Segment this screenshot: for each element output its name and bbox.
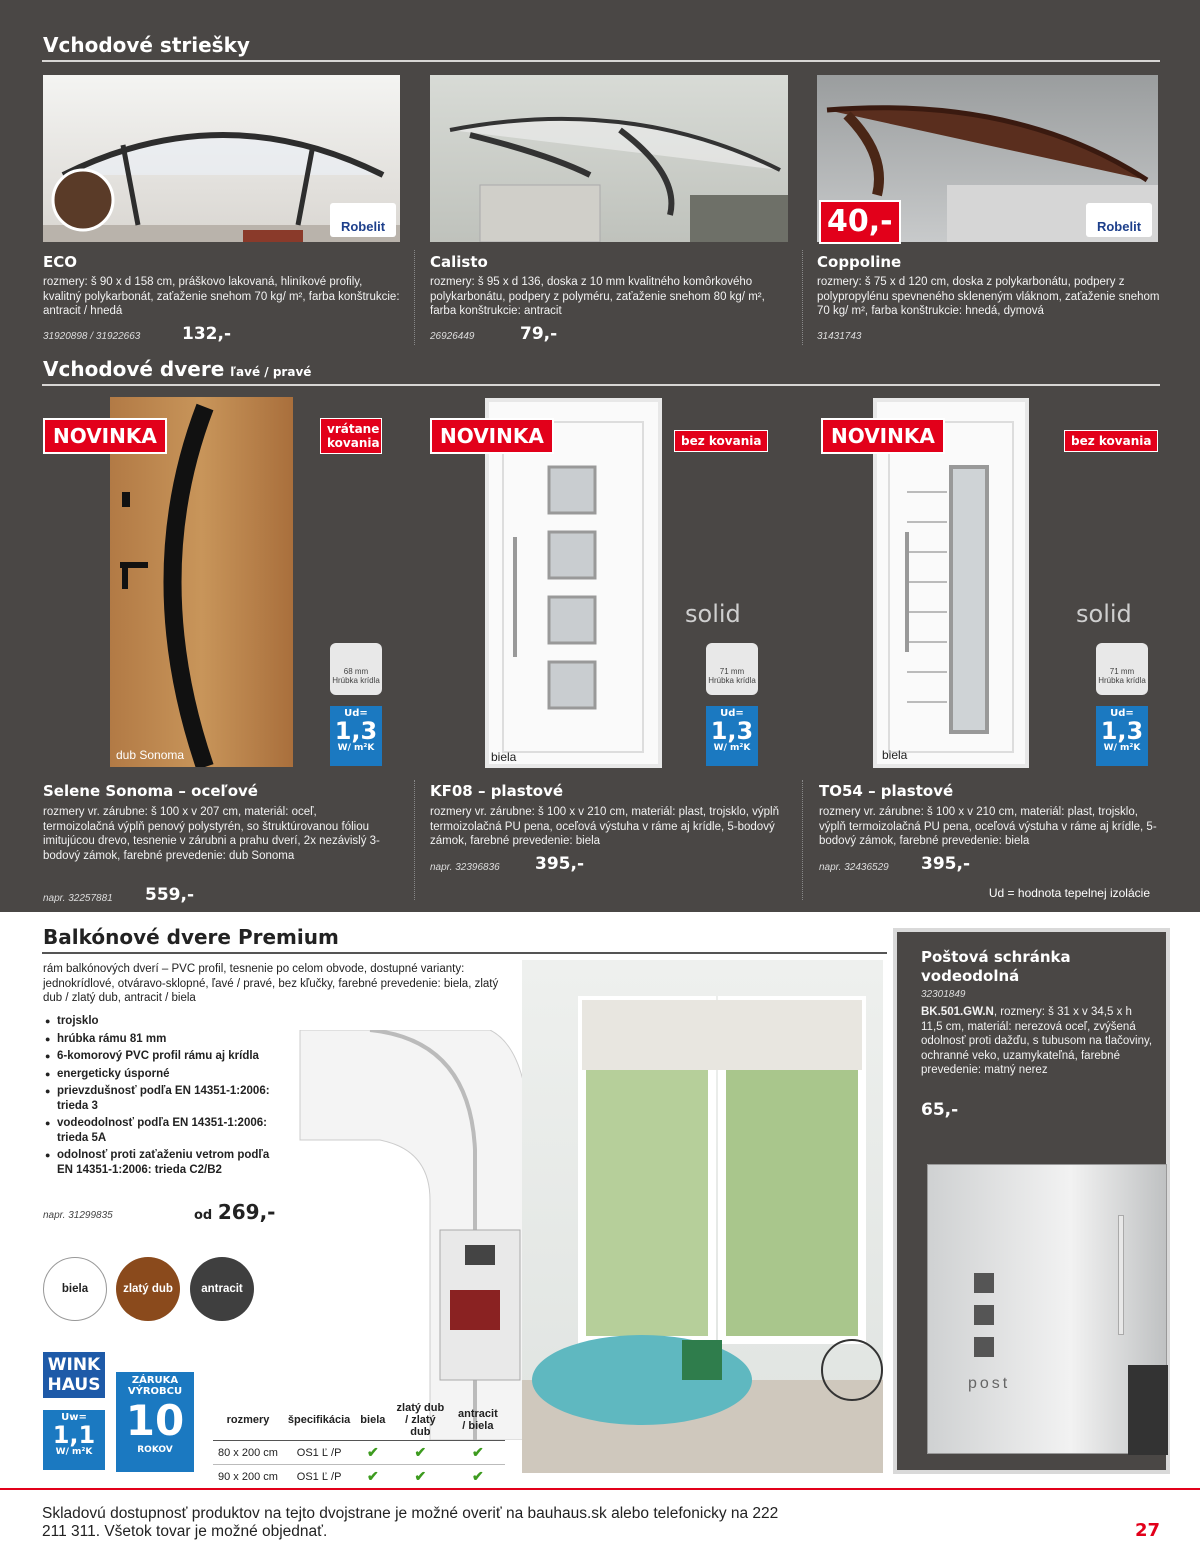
balcony-title: Balkónové dvere Premium (43, 925, 339, 949)
divider (802, 250, 803, 345)
divider (42, 60, 1160, 62)
page-number: 27 (1134, 1520, 1160, 1541)
product-price: 395,- (535, 854, 584, 874)
spec-table (213, 1400, 505, 1489)
product-name: Coppoline (817, 253, 902, 271)
swatch-white: biela (43, 1257, 107, 1321)
table-header: rozmery (213, 1400, 283, 1441)
feature-item: ● hrúbka rámu 81 mm (45, 1032, 285, 1047)
feature-item: ● trojsklo (45, 1014, 285, 1029)
novinka-badge: NOVINKA (430, 418, 554, 454)
color-label: biela (491, 750, 517, 764)
product-code: 26926449 (430, 331, 475, 342)
product-desc: rozmery vr. zárubne: š 100 x v 207 cm, materiál: oceľ, termoizolačná výplň penový polystyrén, so štruktúrovanou fóliou imitujúcou drevo, tesnenie v zárubni a prahu dverí, 2x nezávislý 3-bodový zámok, farebné prevedenie: dub Sonoma (43, 806, 380, 862)
product-desc: rozmery vr. zárubne: š 100 x v 210 cm, materiál: plast, trojsklo, výplň termoizolačná PU pena, oceľová výstuha v ráme aj krídle, 5-bodový zámok, farebné prevedenie: biela (819, 806, 1157, 847)
u-value-badge: Ud= 1,3 W/ m²K (706, 706, 758, 766)
product-desc: rozmery: š 90 x d 158 cm, práškovo lakovaná, hliníkové profily, kvalitný polykarbonát, zaťaženie snehom 70 kg/ m², farba konštrukcie: antracit / hnedá (43, 276, 400, 317)
product-code: 31431743 (817, 331, 862, 342)
thickness-icon: 71 mm Hrúbka krídla (1096, 643, 1148, 695)
mailbox-price: 65,- (921, 1100, 959, 1120)
feature-item: ● energeticky úsporné (45, 1067, 285, 1082)
feature-item: ● odolnosť proti zaťaženiu vetrom podľa EN 14351-1:2006: trieda C2/B2 (45, 1148, 285, 1177)
u-value-badge: Ud= 1,3 W/ m²K (330, 706, 382, 766)
product-price: 79,- (520, 324, 558, 344)
engraving: post (968, 1375, 1011, 1392)
footer-text: Skladovú dostupnosť produktov na tejto dvojstrane je možné overiť na bauhaus.sk alebo telefonicky na 222 211 311. Všetok tovar je možné objednať. (42, 1505, 779, 1540)
mailbox-image (927, 1164, 1167, 1454)
hardware-tag: bez kovania (1064, 430, 1158, 452)
product-code: napr. 32436529 (819, 862, 889, 873)
mailbox-panel (893, 928, 1170, 1474)
product-name: Calisto (430, 253, 488, 271)
swatch-anthracite: antracit (190, 1257, 254, 1321)
table-row: 90 x 200 cm OS1 Ľ /P ✔ ✔ ✔ (213, 1465, 505, 1489)
table-header: zlatý dub / zlatý dub (390, 1400, 450, 1441)
novinka-badge: NOVINKA (821, 418, 945, 454)
product-code: napr. 31299835 (43, 1210, 113, 1221)
doors-subtitle: ľavé / pravé (230, 365, 312, 379)
thickness-icon: 71 mm Hrúbka krídla (706, 643, 758, 695)
color-label: biela (882, 748, 908, 762)
thickness-icon: 68 mm Hrúbka krídla (330, 643, 382, 695)
product-name: TO54 – plastové (819, 782, 954, 800)
doors-title: Vchodové dvere ľavé / pravé (43, 357, 312, 381)
solid-logo: solid (685, 600, 741, 628)
divider (414, 780, 415, 900)
price-badge: 40,- (819, 200, 901, 244)
product-price: 132,- (182, 324, 231, 344)
u-value-badge: Uw= 1,1 W/ m²K (43, 1410, 105, 1470)
feature-item: ● vodeodolnosť podľa EN 14351-1:2006: trieda 5A (45, 1116, 285, 1145)
balcony-room-image (522, 960, 883, 1473)
u-value-badge: Ud= 1,3 W/ m²K (1096, 706, 1148, 766)
product-code: 32301849 (921, 989, 966, 1000)
winkhaus-logo: WINK HAUS (43, 1352, 105, 1398)
product-code: 31920898 / 31922663 (43, 331, 141, 342)
product-name: KF08 – plastové (430, 782, 564, 800)
canopies-title: Vchodové striešky (43, 33, 250, 57)
table-header: špecifikácia (283, 1400, 355, 1441)
robelit-logo: Robelit (330, 203, 396, 237)
feature-list (45, 1014, 285, 1180)
swatch-golden-oak: zlatý dub (116, 1257, 180, 1321)
product-price: 395,- (921, 854, 970, 874)
balcony-price: od 269,- (194, 1200, 276, 1224)
frame-profile-image (290, 1030, 530, 1440)
table-row: 80 x 200 cm OS1 Ľ /P ✔ ✔ ✔ (213, 1441, 505, 1465)
product-name: Selene Sonoma – oceľové (43, 782, 258, 800)
feature-item: ● prievzdušnosť podľa EN 14351-1:2006: trieda 3 (45, 1084, 285, 1113)
hardware-tag: vrátane kovania (320, 418, 382, 454)
footer-rule (0, 1488, 1200, 1490)
canopy-calisto-image (430, 75, 788, 242)
divider (802, 780, 803, 900)
table-header: antracit / biela (450, 1400, 505, 1441)
u-value-footnote: Ud = hodnota tepelnej izolácie (988, 886, 1150, 900)
divider (42, 384, 1160, 386)
product-desc: rozmery vr. zárubne: š 100 x v 210 cm, materiál: plast, trojsklo, výplň termoizolačná PU pena, oceľová výstuha v ráme aj krídle, 5-bodový zámok, farebné prevedenie: biela (430, 806, 779, 847)
mailbox-title: Poštová schránka vodeodolná (921, 948, 1071, 985)
balcony-desc: rám balkónových dverí – PVC profil, tesnenie po celom obvode, dostupné varianty: jednokrídlové, otváravo-sklopné, ľavé / pravé, bez kľučky, farebné prevedenie: biela, zlatý dub / zlatý dub, antracit / biela (43, 963, 499, 1004)
warranty-badge: ZÁRUKA VÝROBCU 10 ROKOV (116, 1372, 194, 1472)
mailbox-desc: BK.501.GW.N, rozmery: š 31 x v 34,5 x h 11,5 cm, materiál: nerezová oceľ, zvýšená odolnosť proti dažďu, s tubusom na tlačoviny, ochranné veko, uzamykateľná, farebné prevedenie: matný nerez (921, 1006, 1153, 1076)
table-header: biela (355, 1400, 390, 1441)
product-desc: rozmery: š 75 x d 120 cm, doska z polykarbonátu, podpery z polypropylénu spevneného skleneným vláknom, zaťaženie snehom 70 kg/ m², farba konštrukcie: hnedá, dymová (817, 276, 1160, 317)
divider (414, 250, 415, 345)
robelit-logo: Robelit (1086, 203, 1152, 237)
product-code: napr. 32396836 (430, 862, 500, 873)
novinka-badge: NOVINKA (43, 418, 167, 454)
divider (42, 952, 887, 954)
product-desc: rozmery: š 95 x d 136, doska z 10 mm kvalitného komôrkového polykarbonátu, podpery z polyméru, zaťaženie snehom 80 kg/ m², farba konštrukcie: antracit (430, 276, 765, 317)
color-label: dub Sonoma (116, 748, 185, 762)
hardware-tag: bez kovania (674, 430, 768, 452)
product-code: napr. 32257881 (43, 893, 113, 904)
solid-logo: solid (1076, 600, 1132, 628)
product-price: 559,- (145, 885, 194, 905)
feature-item: ● 6-komorový PVC profil rámu aj krídla (45, 1049, 285, 1064)
product-name: ECO (43, 253, 78, 271)
